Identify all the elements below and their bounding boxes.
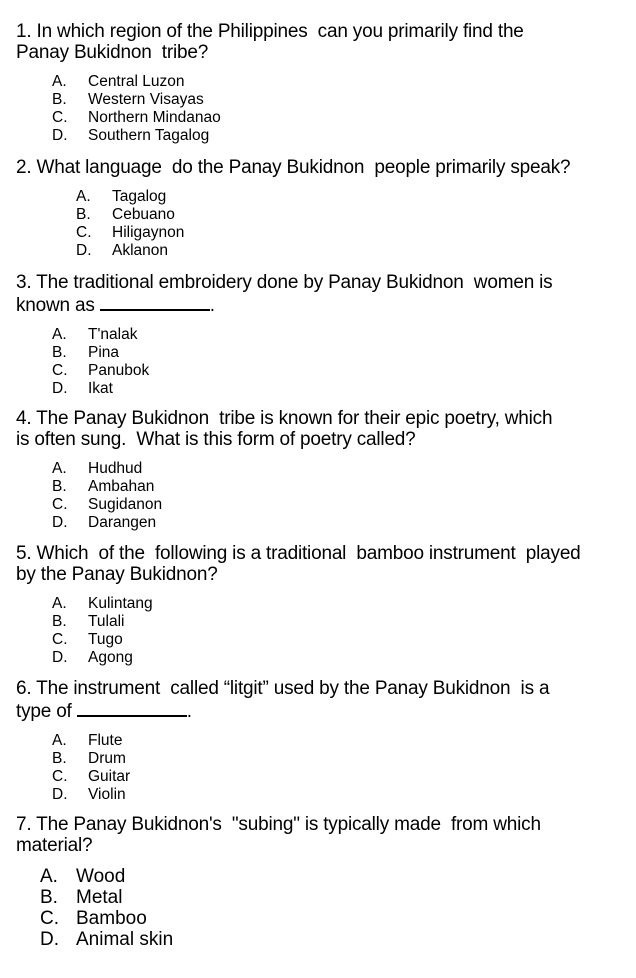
option-letter: A. bbox=[52, 595, 67, 612]
question-4 bbox=[16, 408, 626, 532]
option-text: Pina bbox=[88, 344, 120, 361]
option-letter: C. bbox=[52, 362, 68, 379]
option-text: Northern Mindanao bbox=[88, 109, 221, 126]
question-1-options bbox=[52, 73, 626, 145]
option-letter: D. bbox=[52, 127, 68, 144]
question-6-options bbox=[52, 732, 626, 804]
option-letter: B. bbox=[52, 478, 67, 495]
option-letter: C. bbox=[52, 631, 68, 648]
option-text: Metal bbox=[76, 887, 123, 908]
question-2-options bbox=[76, 188, 626, 260]
question-7-text bbox=[16, 814, 626, 856]
option-text: Aklanon bbox=[112, 242, 169, 259]
option-6b bbox=[52, 750, 626, 768]
option-letter: D. bbox=[52, 786, 68, 803]
option-4d bbox=[52, 514, 626, 532]
question-6-line2: type of bbox=[16, 701, 77, 722]
option-letter: C. bbox=[52, 768, 68, 785]
option-text: Flute bbox=[88, 732, 123, 749]
question-7-options bbox=[40, 866, 626, 950]
question-6-text bbox=[16, 678, 626, 722]
option-3b bbox=[52, 344, 626, 362]
option-2c bbox=[76, 224, 626, 242]
option-letter: B. bbox=[52, 750, 67, 767]
option-text: Violin bbox=[88, 786, 126, 803]
option-text: Cebuano bbox=[112, 206, 175, 223]
option-letter: B. bbox=[76, 206, 91, 223]
option-5b bbox=[52, 613, 626, 631]
option-text: Ikat bbox=[88, 380, 113, 397]
option-3a bbox=[52, 326, 626, 344]
option-5a bbox=[52, 595, 626, 613]
option-5c bbox=[52, 631, 626, 649]
option-letter: A. bbox=[76, 188, 91, 205]
option-letter: B. bbox=[52, 344, 67, 361]
question-4-options bbox=[52, 460, 626, 532]
option-6c bbox=[52, 768, 626, 786]
question-5-line1: 5. Which of the following is a traditional bamboo instrument played bbox=[16, 543, 581, 564]
option-text: Guitar bbox=[88, 768, 131, 785]
question-1-line1: 1. In which region of the Philippines can you primarily find the bbox=[16, 21, 524, 42]
option-text: Wood bbox=[76, 866, 126, 887]
question-3-period: . bbox=[209, 295, 215, 316]
question-3-text bbox=[16, 272, 626, 316]
question-2-text bbox=[16, 157, 626, 178]
option-letter: D. bbox=[76, 242, 92, 259]
option-1b bbox=[52, 91, 626, 109]
option-2a bbox=[76, 188, 626, 206]
option-text: Panubok bbox=[88, 362, 150, 379]
question-7-line1: 7. The Panay Bukidnon's "subing" is typically made from which bbox=[16, 814, 541, 835]
option-text: Southern Tagalog bbox=[88, 127, 210, 144]
option-1c bbox=[52, 109, 626, 127]
option-letter: D. bbox=[52, 649, 68, 666]
option-letter: B. bbox=[40, 887, 58, 908]
option-6d bbox=[52, 786, 626, 804]
option-letter: A. bbox=[52, 460, 67, 477]
question-2 bbox=[16, 157, 626, 260]
option-text: Central Luzon bbox=[88, 73, 185, 90]
option-1d bbox=[52, 127, 626, 145]
option-4b bbox=[52, 478, 626, 496]
question-5-text bbox=[16, 543, 626, 585]
question-4-line2: is often sung. What is this form of poetry called? bbox=[16, 429, 416, 450]
option-2b bbox=[76, 206, 626, 224]
option-2d bbox=[76, 242, 626, 260]
question-1-text bbox=[16, 21, 626, 63]
option-7d bbox=[40, 929, 626, 950]
question-2-line1: 2. What language do the Panay Bukidnon people primarily speak? bbox=[16, 157, 571, 178]
option-7a bbox=[40, 866, 626, 887]
question-7 bbox=[16, 814, 626, 950]
question-5-options bbox=[52, 595, 626, 667]
option-text: Sugidanon bbox=[88, 496, 163, 513]
option-4a bbox=[52, 460, 626, 478]
option-3d bbox=[52, 380, 626, 398]
option-letter: B. bbox=[52, 91, 67, 108]
option-text: Ambahan bbox=[88, 478, 155, 495]
option-text: Hiligaynon bbox=[112, 224, 185, 241]
question-3-line2: known as bbox=[16, 295, 100, 316]
question-4-line1: 4. The Panay Bukidnon tribe is known for their epic poetry, which bbox=[16, 408, 553, 429]
option-letter: C. bbox=[52, 109, 68, 126]
option-text: Tulali bbox=[88, 613, 125, 630]
option-letter: A. bbox=[52, 326, 67, 343]
option-3c bbox=[52, 362, 626, 380]
option-text: Hudhud bbox=[88, 460, 143, 477]
option-7c bbox=[40, 908, 626, 929]
option-text: Bamboo bbox=[76, 908, 147, 929]
question-3 bbox=[16, 272, 626, 398]
fill-in-blank bbox=[77, 699, 187, 717]
option-text: Agong bbox=[88, 649, 133, 666]
fill-in-blank bbox=[100, 293, 210, 311]
option-4c bbox=[52, 496, 626, 514]
option-6a bbox=[52, 732, 626, 750]
option-letter: C. bbox=[40, 908, 59, 929]
question-3-line1: 3. The traditional embroidery done by Panay Bukidnon women is bbox=[16, 272, 553, 293]
option-letter: C. bbox=[52, 496, 68, 513]
option-letter: A. bbox=[40, 866, 58, 887]
option-text: Tugo bbox=[88, 631, 123, 648]
question-1-line2: Panay Bukidnon tribe? bbox=[16, 42, 209, 63]
option-7b bbox=[40, 887, 626, 908]
option-5d bbox=[52, 649, 626, 667]
question-6-period: . bbox=[186, 701, 192, 722]
option-letter: D. bbox=[52, 514, 68, 531]
question-3-options bbox=[52, 326, 626, 398]
question-5-line2: by the Panay Bukidnon? bbox=[16, 564, 218, 585]
option-text: Darangen bbox=[88, 514, 157, 531]
option-letter: A. bbox=[52, 732, 67, 749]
option-text: Kulintang bbox=[88, 595, 153, 612]
question-5 bbox=[16, 543, 626, 667]
option-letter: A. bbox=[52, 73, 67, 90]
question-6 bbox=[16, 678, 626, 804]
option-text: T'nalak bbox=[88, 326, 138, 343]
option-letter: D. bbox=[40, 929, 59, 950]
option-1a bbox=[52, 73, 626, 91]
option-text: Drum bbox=[88, 750, 126, 767]
question-7-line2: material? bbox=[16, 835, 93, 856]
question-4-text bbox=[16, 408, 626, 450]
option-letter: D. bbox=[52, 380, 68, 397]
option-letter: C. bbox=[76, 224, 92, 241]
question-1 bbox=[16, 21, 626, 145]
option-text: Animal skin bbox=[76, 929, 174, 950]
option-text: Tagalog bbox=[112, 188, 167, 205]
question-6-line1: 6. The instrument called “litgit” used by the Panay Bukidnon is a bbox=[16, 678, 550, 699]
option-text: Western Visayas bbox=[88, 91, 204, 108]
option-letter: B. bbox=[52, 613, 67, 630]
